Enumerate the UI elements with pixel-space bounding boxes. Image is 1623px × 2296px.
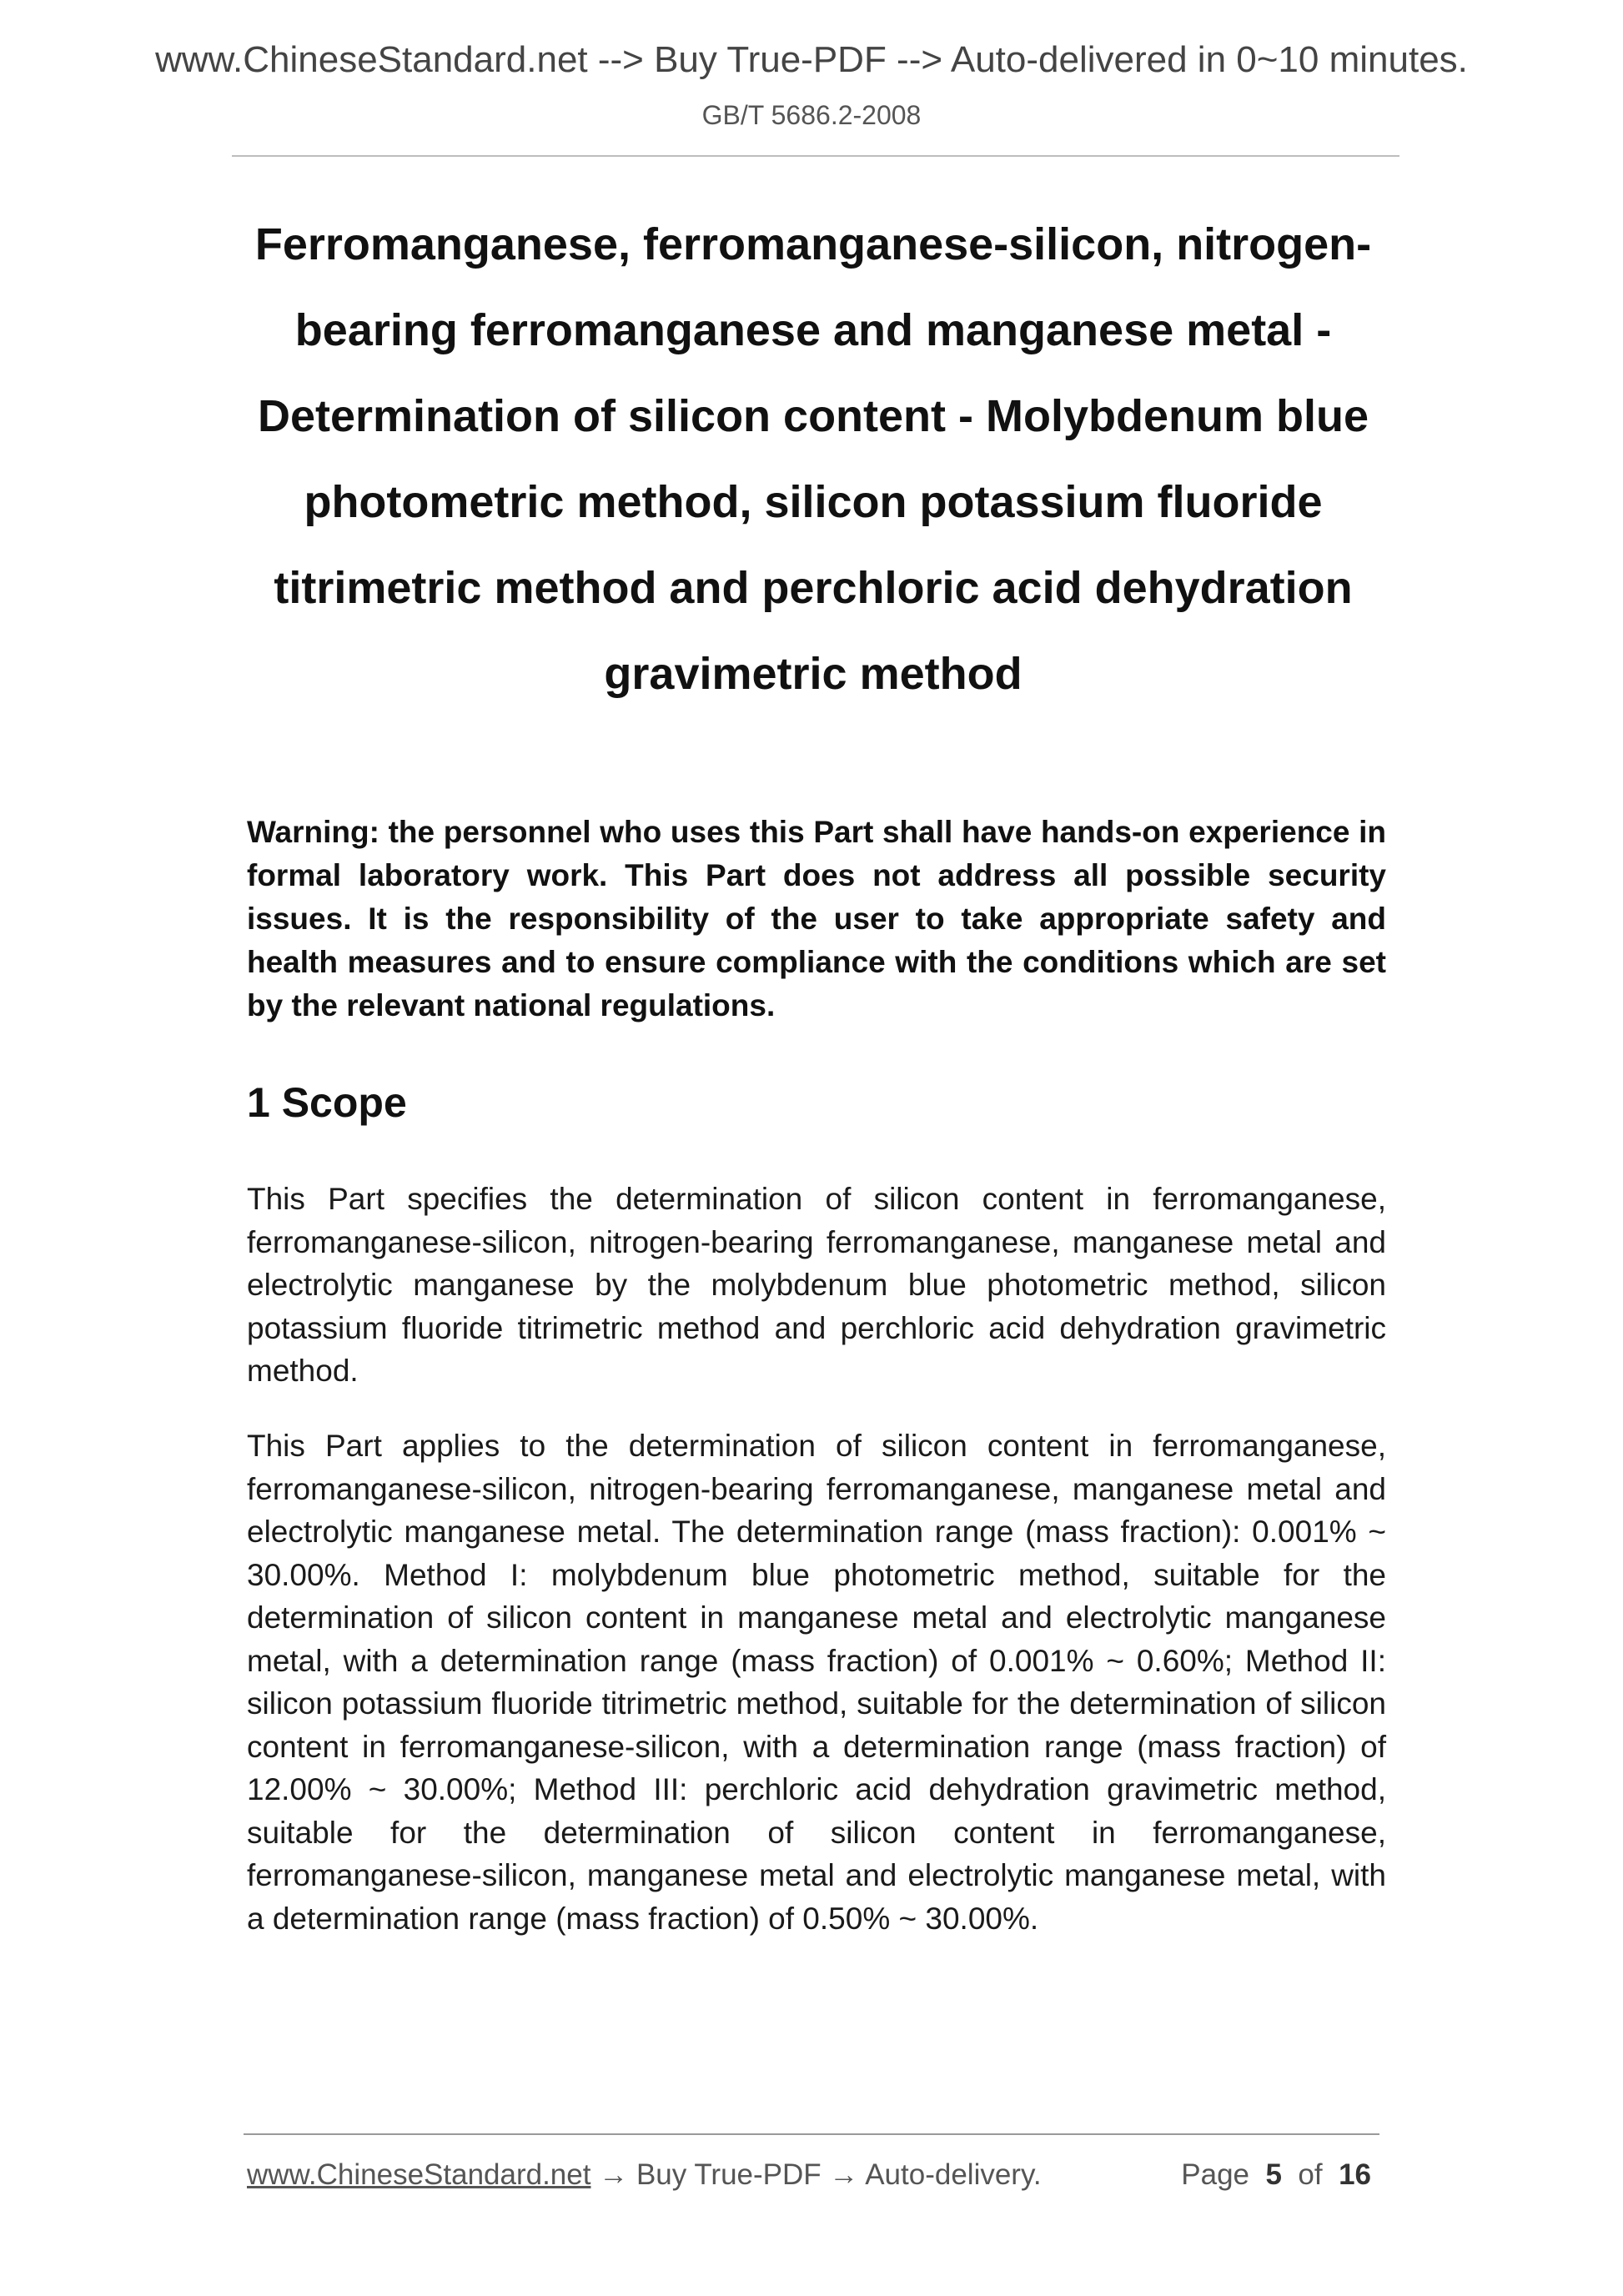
- arrow-icon: →: [829, 2158, 859, 2191]
- section-heading-scope: 1 Scope: [247, 1079, 407, 1126]
- page-of-label: of: [1298, 2158, 1323, 2191]
- header-divider: [232, 155, 1399, 157]
- warning-paragraph: Warning: the personnel who uses this Part shall have hands-on experience in formal laboratory work. This Part does not address all possible security issues. It is the responsibility of the user to take appropriate safety and health measures and to ensure compliance with the conditions which are set by the relevant national regulations.: [247, 815, 1386, 1022]
- document-code: GB/T 5686.2-2008: [701, 100, 922, 130]
- footer-buy-text: Buy True-PDF: [636, 2158, 822, 2191]
- scope-paragraph: This Part applies to the determination of silicon content in ferromanganese, ferromanganese-silicon, nitrogen-bearing ferromanganese, manganese metal and electrolytic manganese metal. The determination range (mass fraction): 0.001% ~ 30.00%. Method I: molybdenum blue photometric method, suitable for the determination of silicon content in manganese metal and electrolytic manganese metal, with a determination range (mass fraction) of 0.001% ~ 0.60%; Method II: silicon potassium fluoride titrimetric method, suitable for the determination of silicon content in ferromanganese-silicon, with a determination range (mass fraction) of 12.00% ~ 30.00%; Method III: perchloric acid dehydration gravimetric method, suitable for the determination of silicon content in ferromanganese, ferromanganese-silicon, manganese metal and electrolytic manganese metal, with a determination range (mass fraction) of 0.50% ~ 30.00%.: [247, 1429, 1386, 1936]
- arrow-icon: →: [599, 2158, 629, 2191]
- page-current: 5: [1265, 2158, 1282, 2191]
- scope-paragraph: This Part specifies the determination of silicon content in ferromanganese, ferromanganese-silicon, nitrogen-bearing ferromanganese, manganese metal and electrolytic manganese by the molybdenum blue photometric method, silicon potassium fluoride titrimetric method and perchloric acid dehydration gravimetric method.: [247, 1182, 1386, 1388]
- page-footer: [247, 2154, 1386, 2196]
- page-indicator: [1181, 2154, 1371, 2196]
- header-banner: www.ChineseStandard.net --> Buy True-PDF --> Auto-delivered in 0~10 minutes.: [155, 39, 1468, 80]
- page-label: Page: [1181, 2158, 1250, 2191]
- footer-delivery-text: Auto-delivery.: [865, 2158, 1042, 2191]
- footer-site-link[interactable]: www.ChineseStandard.net: [247, 2158, 591, 2191]
- document-title: Ferromanganese, ferromanganese-silicon, nitrogen-bearing ferromanganese and manganese metal - Determination of silicon content - Molybdenum blue photometric method, silicon potassium fluoride titrimetric method and perchloric acid dehydration gravimetric method: [254, 219, 1372, 699]
- footer-divider: [244, 2133, 1379, 2135]
- page-total: 16: [1339, 2158, 1371, 2191]
